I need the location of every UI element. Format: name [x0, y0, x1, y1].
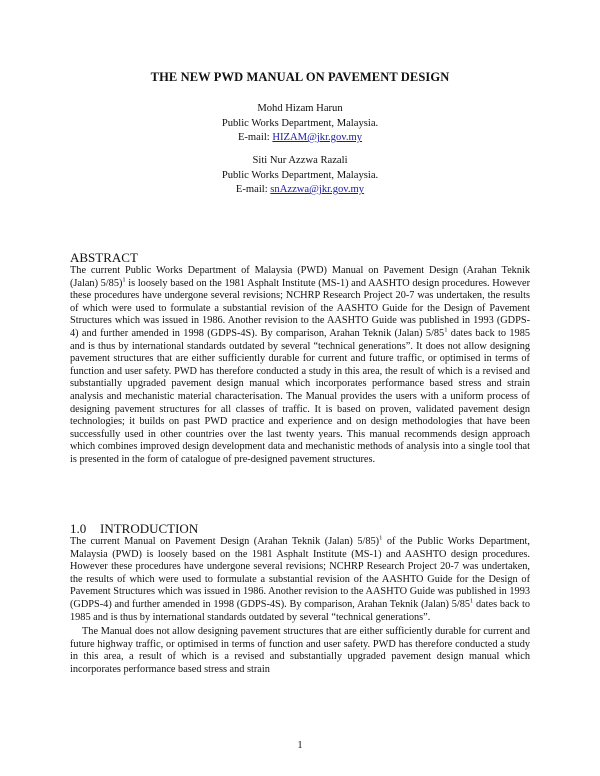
body-text: of the Public Works Department, Malaysia (PWD) is loosely based on the 1981 Asphalt Institute (MS-1) and AASHTO design procedures. However these procedures have undergone several revisions; NCHRP Research Project 20-7 was undertaken, the results of which were used to formulate a substantial revision of the AASHTO Guide for the Design of Pavement Structures which was issued in 1986. Another revision to the AASHTO Guide was published in 1993 (GDPS-4) and further amended in 1998 (GDPS-4S). By comparison, Arahan Teknik (Jalan) 5/85 [70, 536, 530, 610]
paper-title: THE NEW PWD MANUAL ON PAVEMENT DESIGN [150, 70, 450, 84]
author-email-line [0, 131, 600, 146]
email-label: E-mail: [237, 132, 273, 143]
abstract-text: dates back to 1985 and is thus by international standards outdated by several “technical generations”. It does not allow designing pavement structures that are either sufficiently durable for current and future traffic, or optimised in terms of function and user safety. PWD has therefore conducted a study in this area, the result of which is a revised and substantially upgraded pavement design manual which incorporates performance based stress and strain analysis and mechanistic material characterisation. The Manual provides the users with a uniform process of designing pavement structures for all classes of traffic. It is based on proven, validated pavement design technologies; it builds on past PWD practice and experience and on design methodologies that have been successfully used in other countries over the last twenty years. This manual recommends design approach which combines improved design development data and mechanistic methods of analysis into a single tool that is presented in the form of catalogue of pre-designed pavement structures. [70, 327, 530, 465]
introduction-paragraph-2: The Manual does not allow designing pavement structures that are either sufficiently durable for current and future highway traffic, or optimised in terms of function and user safety. PWD has therefore conducted a study in this area, a result of which is a revised and substantially upgraded pavement design manual which incorporates performance based stress and strain [70, 626, 530, 675]
body-text: The current Manual on Pavement Design (Arahan Teknik (Jalan) 5/85) [70, 536, 380, 547]
author-block-2 [0, 154, 600, 198]
abstract-text: is loosely based on the 1981 Asphalt Institute (MS-1) and AASHTO design procedures. However these procedures have undergone several revisions; NCHRP Research Project 20-7 was undertaken, the results of which were used to formulate a substantial revision of the AASHTO Guide for the Design of Pavement Structures which was issued in 1986. Another revision to the AASHTO Guide was published in 1993 (GDPS-4) and further amended in 1998 (GDPS-4S). By comparison, Arahan Teknik (Jalan) 5/85 [70, 277, 530, 339]
section-number: 1.0 [70, 521, 87, 536]
introduction-paragraph-1 [70, 536, 530, 624]
author-name: Siti Nur Azzwa Razali [252, 155, 348, 166]
author-email-link[interactable]: HIZAM@jkr.gov.my [272, 132, 363, 143]
author-affiliation: Public Works Department, Malaysia. [221, 117, 379, 129]
abstract-heading: ABSTRACT [70, 250, 138, 265]
author-affiliation: Public Works Department, Malaysia. [221, 169, 379, 181]
email-label: E-mail: [235, 184, 271, 195]
footnote-ref: 1 [444, 326, 448, 334]
page-number: 1 [297, 740, 303, 751]
abstract-text: The current Public Works Department of Malaysia (PWD) Manual on Pavement Design (Arahan Teknik (Jalan) 5/85) [70, 265, 530, 289]
footnote-ref: 1 [379, 534, 383, 542]
author-name: Mohd Hizam Harun [257, 103, 343, 114]
section-title: INTRODUCTION [100, 521, 199, 536]
footnote-ref: 1 [470, 597, 474, 605]
abstract-paragraph [70, 265, 530, 467]
author-email-line [0, 183, 600, 198]
footnote-ref: 1 [122, 276, 126, 284]
author-email-link[interactable]: snAzzwa@jkr.gov.my [270, 184, 365, 195]
author-block-1 [0, 102, 600, 146]
introduction-heading [70, 521, 198, 536]
body-text: dates back to 1985 and is thus by international standards outdated by several “technical generations”. [70, 598, 530, 623]
